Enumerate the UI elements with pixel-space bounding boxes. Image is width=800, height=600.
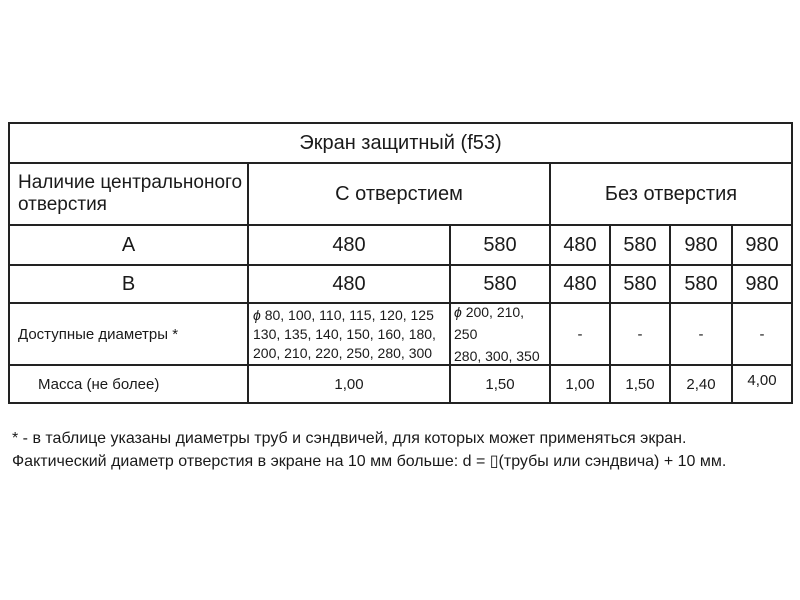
mass-value: 1,50	[485, 375, 515, 393]
diameter-dash: -	[698, 325, 704, 343]
diameter-values: 80, 100, 110, 115, 120, 125	[264, 306, 434, 323]
mass-value: 1,00	[334, 375, 364, 393]
diameter-line	[253, 306, 434, 325]
row-b-value: 580	[483, 272, 517, 295]
mass-value: 1,00	[565, 375, 595, 393]
header-with-hole: С отверстием	[335, 182, 463, 205]
mass-value: 2,40	[686, 375, 716, 393]
row-a-value: 980	[684, 233, 718, 256]
diameters-with-hole-large	[454, 304, 549, 364]
row-b-value: 980	[745, 272, 779, 295]
footnote-line-2: Фактический диаметр отверстия в экране на 10 мм больше: d = ▯(трубы или сэндвича) + 10 мм.	[12, 453, 727, 470]
diameter-dash: -	[759, 325, 765, 343]
header-row-label: Наличие центральноного отверстия	[18, 172, 243, 215]
diameters-with-hole-small	[253, 304, 449, 364]
diameter-line: 200, 210, 220, 250, 280, 300	[253, 344, 433, 361]
table-title: Экран защитный (f53)	[299, 131, 502, 154]
shield-spec-table	[8, 122, 793, 402]
row-mass-label: Масса (не более)	[38, 375, 160, 393]
diameter-line: 280, 300, 350	[454, 348, 540, 364]
footnote-line-1: * - в таблице указаны диаметры труб и сэндвичей, для которых может применяться экран.	[12, 430, 687, 447]
row-diameters-label: Доступные диаметры *	[18, 325, 179, 343]
row-a-value: 580	[623, 233, 657, 256]
row-b-value: 580	[623, 272, 657, 295]
mass-value: 4,00	[747, 371, 777, 389]
row-a-value: 980	[745, 233, 779, 256]
row-a-value: 480	[563, 233, 597, 256]
diameter-values: 200, 210, 250	[454, 304, 525, 342]
row-b-value: 480	[332, 272, 366, 295]
diameter-symbol: ϕ	[253, 306, 261, 323]
mass-value: 1,50	[625, 375, 655, 393]
row-b-value: 480	[563, 272, 597, 295]
row-a-label: А	[121, 233, 136, 256]
row-a-value: 580	[483, 233, 517, 256]
row-a-value: 480	[332, 233, 366, 256]
diameter-dash: -	[637, 325, 643, 343]
diameter-symbol: ϕ	[454, 304, 462, 320]
row-b-value: 580	[684, 272, 718, 295]
row-b-label: В	[121, 272, 136, 295]
diameter-line	[454, 301, 549, 345]
header-without-hole: Без отверстия	[604, 182, 738, 205]
table-border-right	[791, 122, 793, 404]
diameter-line: 130, 135, 140, 150, 160, 180,	[253, 325, 436, 342]
diameter-dash: -	[577, 325, 583, 343]
table-border-bottom	[8, 402, 793, 404]
